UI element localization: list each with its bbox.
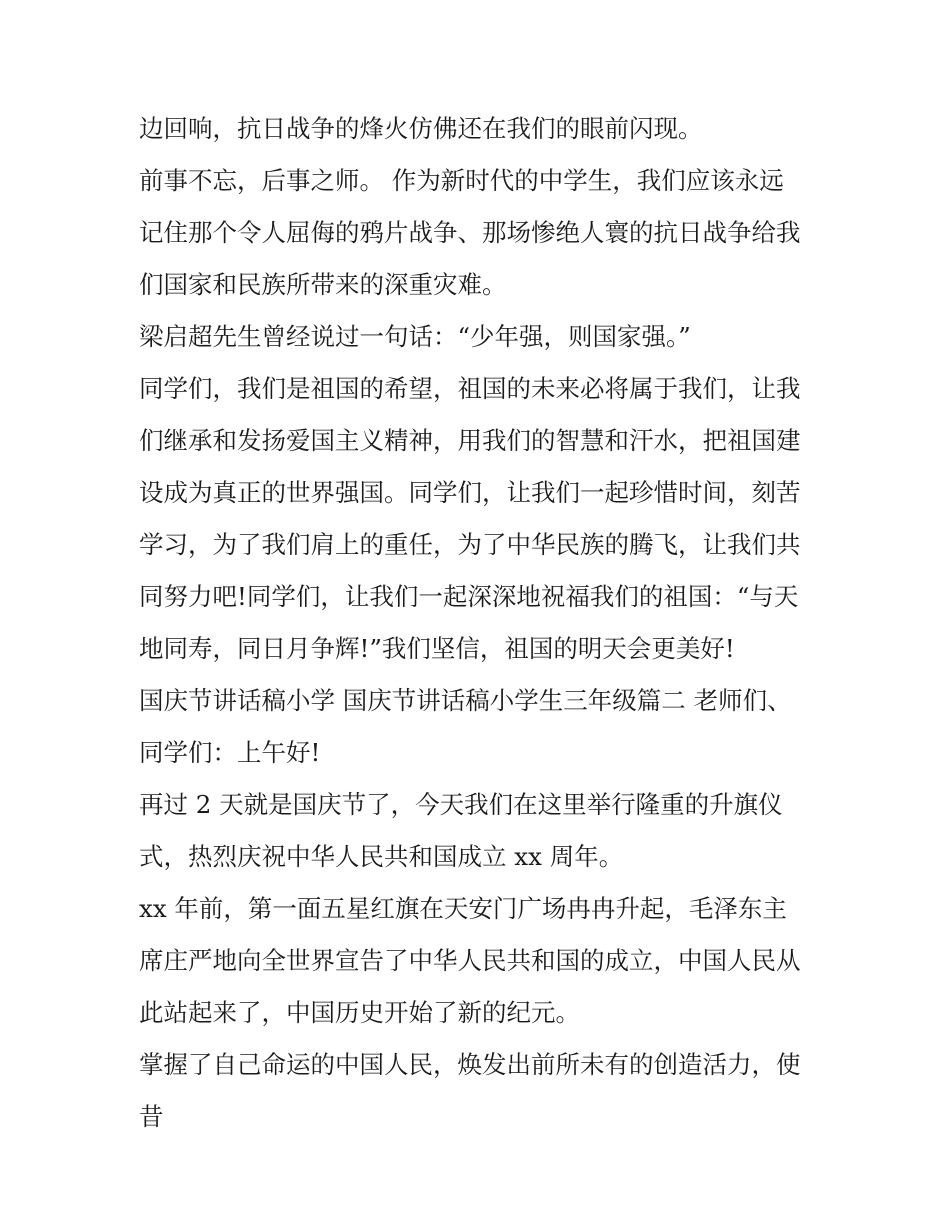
text-line: 梁启超先生曾经说过一句话：“少年强，则国家强。” bbox=[139, 322, 691, 351]
text-line: 同学们：上午好! bbox=[139, 738, 321, 767]
text-line: 们继承和发扬爱国主义精神，用我们的智慧和汗水，把祖国建 bbox=[139, 426, 801, 455]
text-line: 席庄严地向全世界宣告了中华人民共和国的成立，中国人民从 bbox=[139, 946, 801, 975]
text-line: 掌握了自己命运的中国人民，焕发出前所未有的创造活力，使 bbox=[139, 1050, 801, 1079]
text-line: 再过 2 天就是国庆节了，今天我们在这里举行隆重的升旗仪 bbox=[139, 790, 783, 819]
text-line: 前事不忘，后事之师。 作为新时代的中学生，我们应该永远 bbox=[139, 166, 784, 195]
text-line: 式，热烈庆祝中华人民共和国成立 xx 周年。 bbox=[139, 842, 624, 871]
text-line: 们国家和民族所带来的深重灾难。 bbox=[139, 270, 507, 299]
text-line: 此站起来了，中国历史开始了新的纪元。 bbox=[139, 998, 580, 1027]
text-line: 边回响，抗日战争的烽火仿佛还在我们的眼前闪现。 bbox=[139, 114, 703, 143]
text-line: xx 年前，第一面五星红旗在天安门广场冉冉升起，毛泽东主 bbox=[139, 894, 787, 923]
text-line: 昔 bbox=[139, 1102, 164, 1131]
text-line: 国庆节讲话稿小学 国庆节讲话稿小学生三年级篇二 老师们、 bbox=[139, 686, 792, 715]
text-line: 同努力吧!同学们，让我们一起深深地祝福我们的祖国：“与天 bbox=[139, 582, 799, 611]
text-line: 地同寿，同日月争辉!”我们坚信，祖国的明天会更美好! bbox=[139, 634, 735, 663]
text-line: 设成为真正的世界强国。同学们，让我们一起珍惜时间，刻苦 bbox=[139, 478, 801, 507]
text-line: 记住那个令人屈侮的鸦片战争、那场惨绝人寰的抗日战争给我 bbox=[139, 218, 801, 247]
text-line: 学习，为了我们肩上的重任，为了中华民族的腾飞，让我们共 bbox=[139, 530, 801, 559]
text-line: 同学们，我们是祖国的希望，祖国的未来必将属于我们，让我 bbox=[139, 374, 801, 403]
